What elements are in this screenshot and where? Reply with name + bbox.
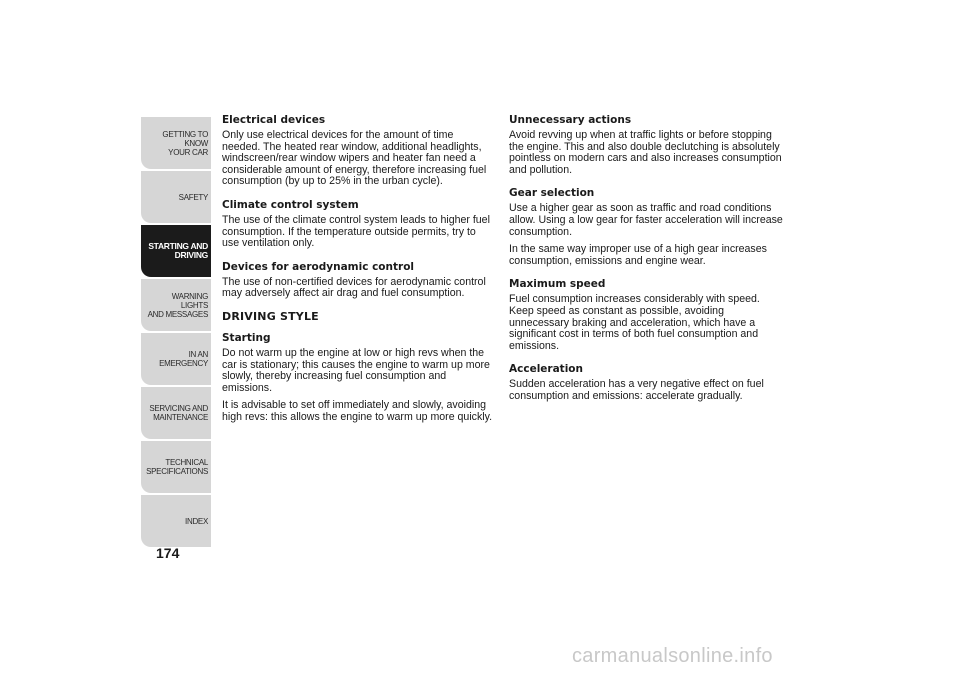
- heading-starting: Starting: [222, 331, 271, 344]
- paragraph-aerodynamic-control: The use of non-certified devices for aerodynamic control may adversely affect air drag and fuel consumption.: [222, 275, 486, 300]
- heading-gear-selection: Gear selection: [509, 187, 595, 200]
- left-column: [222, 113, 494, 430]
- paragraph-unnecessary-actions: Avoid revving up when at traffic lights or before stopping the engine. This and also double declutching is absolutely pointless on modern cars and also increases consumption and pollution.: [509, 129, 782, 176]
- tab-technical-specifications[interactable]: TECHNICAL SPECIFICATIONS: [141, 441, 211, 493]
- paragraph-starting-1: Do not warm up the engine at low or high revs when the car is stationary; this causes the engine to warm up more slowly, thereby increasing fuel consumption and emissions.: [222, 346, 490, 394]
- tab-servicing[interactable]: SERVICING AND MAINTENANCE: [141, 387, 211, 439]
- tab-index[interactable]: INDEX: [141, 495, 211, 547]
- paragraph-starting-2: It is advisable to set off immediately and slowly, avoiding high revs: this allows the engine to warm up more quickly.: [222, 399, 493, 423]
- paragraph-gear-selection-1: Use a higher gear as soon as traffic and road conditions allow. Using a low gear for faster acceleration will increase consumption.: [509, 202, 783, 238]
- tab-in-an-emergency[interactable]: IN AN EMERGENCY: [141, 333, 211, 385]
- heading-aerodynamic-control: Devices for aerodynamic control: [222, 260, 415, 273]
- right-column: [509, 113, 784, 409]
- heading-unnecessary-actions: Unnecessary actions: [509, 114, 632, 126]
- tab-getting-to-know[interactable]: GETTING TO KNOW YOUR CAR: [141, 117, 211, 169]
- heading-climate-control: Climate control system: [222, 198, 359, 211]
- page-number: 174: [156, 545, 180, 561]
- paragraph-electrical-devices: Only use electrical devices for the amount of time needed. The heated rear window, additional headlights, windscreen/rear window wipers and heater fan need a considerable amount of energy, therefore increasing fuel consumption (by up to 25% in the urban cycle).: [222, 129, 487, 188]
- heading-acceleration: Acceleration: [509, 363, 583, 376]
- paragraph-climate-control: The use of the climate control system leads to higher fuel consumption. If the temperature outside permits, try to use ventilation only.: [222, 213, 490, 250]
- tab-warning-lights[interactable]: WARNING LIGHTS AND MESSAGES: [141, 279, 211, 331]
- tab-safety[interactable]: SAFETY: [141, 171, 211, 223]
- heading-maximum-speed: Maximum speed: [509, 278, 606, 291]
- watermark: carmanualsonline.info: [572, 645, 773, 667]
- heading-driving-style: DRIVING STYLE: [222, 309, 319, 323]
- paragraph-maximum-speed: Fuel consumption increases considerably with speed. Keep speed as constant as possible, avoiding unnecessary braking and acceleration, which have a significant cost in terms of both fuel consumption and emissions.: [509, 293, 760, 352]
- heading-electrical-devices: Electrical devices: [222, 114, 326, 126]
- paragraph-acceleration: Sudden acceleration has a very negative effect on fuel consumption and emissions: accelerate gradually.: [509, 378, 764, 402]
- tab-starting-and-driving[interactable]: STARTING AND DRIVING: [141, 225, 211, 277]
- paragraph-gear-selection-2: In the same way improper use of a high gear increases consumption, emissions and engine wear.: [509, 243, 767, 267]
